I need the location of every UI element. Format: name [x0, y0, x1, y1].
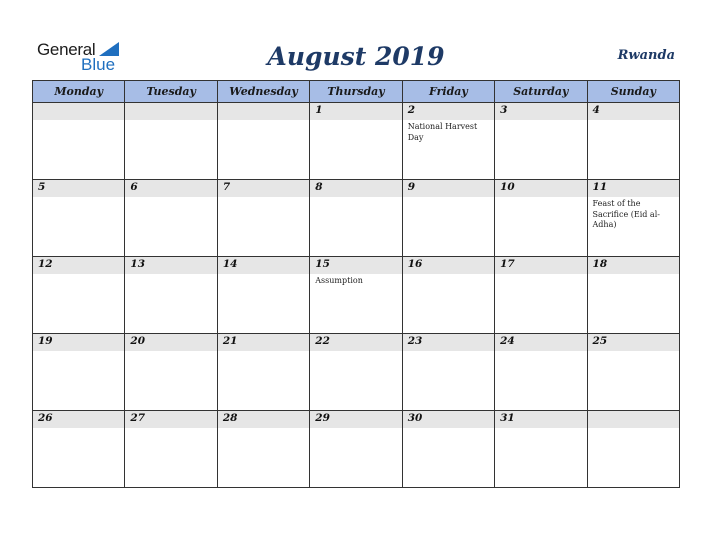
day-number: 29	[315, 412, 330, 424]
day-number-bar	[125, 180, 216, 197]
holiday-label	[588, 351, 679, 353]
day-number: 24	[500, 335, 515, 347]
day-number-bar	[218, 411, 309, 428]
holiday-label	[33, 120, 124, 122]
day-number-bar	[125, 411, 216, 428]
day-number-bar	[588, 411, 679, 428]
holiday-label: Feast of the Sacrifice (Eid al-Adha)	[592, 199, 660, 229]
day-number-bar	[588, 257, 679, 274]
holiday-label	[495, 428, 586, 430]
day-number-bar	[310, 334, 401, 351]
weekday-header: Friday	[402, 81, 494, 103]
day-cell	[217, 103, 309, 180]
day-number-bar	[218, 257, 309, 274]
day-cell	[217, 334, 309, 411]
week-row	[33, 334, 680, 411]
day-number: 8	[315, 181, 323, 193]
day-cell	[125, 180, 217, 257]
day-cell	[402, 411, 494, 488]
day-cell	[125, 334, 217, 411]
holiday-label	[588, 428, 679, 430]
holiday-label	[125, 428, 216, 430]
day-number: 28	[222, 412, 238, 424]
weekday-header-row	[33, 81, 680, 103]
day-number-bar	[495, 411, 586, 428]
day-number: 13	[130, 258, 146, 270]
holiday-label	[588, 120, 679, 122]
day-number-bar	[310, 180, 401, 197]
day-number-bar	[403, 257, 494, 274]
day-number-bar	[125, 334, 216, 351]
holiday-label	[310, 351, 401, 353]
weekday-header: Tuesday	[125, 81, 217, 103]
holiday-label	[33, 274, 124, 276]
day-number: 12	[38, 258, 53, 270]
day-cell	[33, 180, 125, 257]
day-number: 11	[592, 181, 608, 193]
holiday-label	[218, 428, 309, 430]
day-cell	[587, 103, 679, 180]
day-number: 27	[130, 412, 146, 424]
weekday-header: Monday	[33, 81, 125, 103]
day-cell	[310, 103, 402, 180]
day-cell	[310, 411, 402, 488]
day-number-bar	[403, 180, 494, 197]
day-number: 31	[500, 412, 515, 424]
day-cell	[402, 103, 494, 180]
day-number-bar	[588, 180, 679, 197]
day-number: 20	[130, 335, 146, 347]
day-cell	[402, 334, 494, 411]
holiday-label	[403, 274, 494, 276]
holiday-label	[495, 197, 586, 199]
holiday-label	[403, 428, 494, 430]
day-cell	[587, 180, 679, 257]
day-number: 22	[315, 335, 330, 347]
day-number: 30	[407, 412, 423, 424]
day-cell	[587, 334, 679, 411]
day-number-bar	[310, 257, 401, 274]
holiday-label	[125, 351, 216, 353]
day-number-bar	[218, 180, 309, 197]
holiday-label	[218, 274, 309, 276]
holiday-label	[588, 274, 679, 276]
week-row	[33, 103, 680, 180]
day-number-bar	[33, 411, 124, 428]
holiday-label	[310, 120, 401, 122]
day-number: 16	[407, 258, 423, 270]
day-number-bar	[33, 103, 124, 120]
day-number-bar	[125, 257, 216, 274]
week-row	[33, 180, 680, 257]
holiday-label	[218, 351, 309, 353]
day-cell	[495, 103, 587, 180]
day-cell	[125, 103, 217, 180]
day-number: 25	[592, 335, 608, 347]
day-number-bar	[218, 103, 309, 120]
day-cell	[495, 334, 587, 411]
day-number: 9	[407, 181, 415, 193]
day-cell	[217, 411, 309, 488]
day-number: 2	[407, 104, 415, 116]
day-number-bar	[495, 103, 586, 120]
day-number-bar	[588, 103, 679, 120]
day-cell	[495, 411, 587, 488]
day-cell	[310, 180, 402, 257]
day-number-bar	[403, 411, 494, 428]
day-cell	[310, 334, 402, 411]
holiday-label: Assumption	[315, 276, 363, 285]
day-number: 1	[315, 104, 323, 116]
day-number-bar	[403, 103, 494, 120]
holiday-label	[403, 351, 494, 353]
day-number: 21	[222, 335, 238, 347]
day-cell	[217, 180, 309, 257]
holiday-label	[33, 428, 124, 430]
holiday-label	[495, 120, 586, 122]
day-cell	[587, 411, 679, 488]
day-number: 17	[500, 258, 515, 270]
holiday-label	[218, 120, 309, 122]
day-number: 23	[407, 335, 423, 347]
day-number: 14	[222, 258, 238, 270]
day-cell	[125, 411, 217, 488]
day-number-bar	[125, 103, 216, 120]
week-row	[33, 411, 680, 488]
calendar-grid	[32, 80, 680, 488]
holiday-label	[403, 197, 494, 199]
day-number-bar	[33, 334, 124, 351]
logo-text-blue: Blue	[81, 55, 116, 74]
day-number: 5	[38, 181, 46, 193]
holiday-label	[125, 120, 216, 122]
holiday-label	[33, 351, 124, 353]
day-number: 10	[500, 181, 515, 193]
weekday-header: Thursday	[310, 81, 402, 103]
day-number: 15	[315, 258, 330, 270]
day-number: 19	[38, 335, 53, 347]
day-cell	[310, 257, 402, 334]
holiday-label	[310, 197, 401, 199]
day-number-bar	[495, 180, 586, 197]
day-number-bar	[218, 334, 309, 351]
weekday-header: Sunday	[587, 81, 679, 103]
day-number: 3	[500, 104, 508, 116]
weekday-header: Wednesday	[217, 81, 309, 103]
holiday-label	[125, 274, 216, 276]
day-number: 4	[592, 104, 600, 116]
holiday-label	[495, 274, 586, 276]
day-cell	[33, 411, 125, 488]
holiday-label	[125, 197, 216, 199]
holiday-label	[218, 197, 309, 199]
holiday-label	[33, 197, 124, 199]
day-number-bar	[495, 257, 586, 274]
holiday-label	[310, 428, 401, 430]
day-number-bar	[310, 103, 401, 120]
calendar-title: August 2019	[267, 42, 445, 71]
weekday-header: Saturday	[495, 81, 587, 103]
day-number: 6	[130, 181, 138, 193]
day-number-bar	[588, 334, 679, 351]
holiday-label: National Harvest Day	[407, 122, 478, 142]
day-cell	[217, 257, 309, 334]
country-label: Rwanda	[617, 48, 675, 63]
day-cell	[33, 257, 125, 334]
day-cell	[402, 257, 494, 334]
day-number-bar	[33, 180, 124, 197]
holiday-label	[495, 351, 586, 353]
day-cell	[33, 103, 125, 180]
day-number: 26	[38, 412, 53, 424]
day-number-bar	[33, 257, 124, 274]
week-row	[33, 257, 680, 334]
day-cell	[125, 257, 217, 334]
day-cell	[33, 334, 125, 411]
day-number: 18	[592, 258, 608, 270]
day-number: 7	[222, 181, 231, 193]
logo-text-general: General	[37, 40, 96, 59]
day-cell	[587, 257, 679, 334]
day-cell	[402, 180, 494, 257]
day-number-bar	[403, 334, 494, 351]
day-cell	[495, 257, 587, 334]
day-cell	[495, 180, 587, 257]
day-number-bar	[495, 334, 586, 351]
day-number-bar	[310, 411, 401, 428]
